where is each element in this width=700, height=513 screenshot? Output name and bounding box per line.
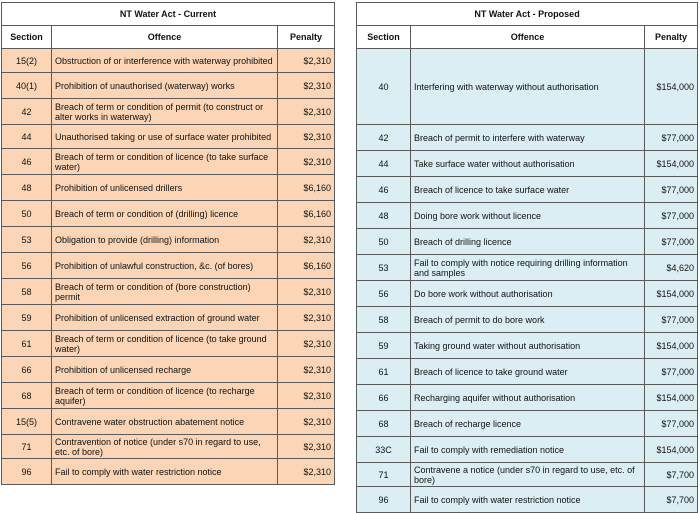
current-offence-cell: Contravene water obstruction abatement notice [52,409,278,435]
current-table-row [2,149,335,175]
current-offence-cell: Contravention of notice (under s70 in regard to use, etc. of bore) [52,435,278,459]
proposed-offence-cell: Taking ground water without authorisation [411,333,645,359]
current-section-cell: 48 [2,175,52,201]
current-offence-cell: Breach of term or condition of permit (to construct or alter works in waterway) [52,99,278,125]
proposed-penalty-cell: $77,000 [645,125,698,151]
current-penalty-cell: $2,310 [278,357,335,383]
proposed-table-row [357,229,698,255]
proposed-table-row [357,125,698,151]
current-section-cell: 44 [2,125,52,149]
proposed-section-cell: 50 [357,229,411,255]
current-offence-cell: Obligation to provide (drilling) information [52,227,278,253]
current-table-row [2,383,335,409]
proposed-act-table [356,2,698,513]
current-section-cell: 58 [2,279,52,305]
current-section-cell: 50 [2,201,52,227]
current-penalty-cell: $2,310 [278,305,335,331]
current-section-cell: 15(2) [2,49,52,73]
proposed-penalty-cell: $77,000 [645,411,698,437]
proposed-table-row [357,177,698,203]
current-penalty-cell: $2,310 [278,383,335,409]
current-table-row [2,49,335,73]
proposed-section-cell: 59 [357,333,411,359]
proposed-offence-cell: Doing bore work without licence [411,203,645,229]
current-offence-cell: Breach of term or condition of licence (to take surface water) [52,149,278,175]
current-table-body [2,49,335,485]
proposed-penalty-cell: $154,000 [645,437,698,463]
proposed-table-row [357,359,698,385]
proposed-penalty-cell: $154,000 [645,151,698,177]
current-section-cell: 66 [2,357,52,383]
proposed-offence-cell: Breach of licence to take surface water [411,177,645,203]
proposed-penalty-cell: $77,000 [645,307,698,333]
current-section-cell: 56 [2,253,52,279]
current-table-title: NT Water Act - Current [2,3,335,26]
current-offence-cell: Breach of term or condition of (bore construction) permit [52,279,278,305]
current-penalty-cell: $2,310 [278,49,335,73]
current-table-row [2,409,335,435]
proposed-offence-cell: Fail to comply with remediation notice [411,437,645,463]
proposed-offence-cell: Breach of permit to interfere with waterway [411,125,645,151]
proposed-offence-header: Offence [411,26,645,49]
proposed-table-row [357,463,698,487]
current-table-row [2,227,335,253]
current-penalty-header: Penalty [278,26,335,49]
current-offence-cell: Breach of term or condition of (drilling) licence [52,201,278,227]
current-penalty-cell: $2,310 [278,331,335,357]
current-offence-cell: Breach of term or condition of licence (to take ground water) [52,331,278,357]
current-penalty-cell: $2,310 [278,435,335,459]
proposed-table-row [357,281,698,307]
proposed-penalty-cell: $7,700 [645,487,698,513]
current-section-cell: 53 [2,227,52,253]
proposed-table-row [357,411,698,437]
proposed-offence-cell: Breach of recharge licence [411,411,645,437]
current-table-row [2,253,335,279]
current-table-row [2,435,335,459]
proposed-offence-cell: Breach of licence to take ground water [411,359,645,385]
current-offence-cell: Prohibition of unlicensed extraction of ground water [52,305,278,331]
proposed-section-cell: 42 [357,125,411,151]
proposed-penalty-header: Penalty [645,26,698,49]
current-table-row [2,279,335,305]
proposed-penalty-cell: $77,000 [645,203,698,229]
proposed-table-row [357,49,698,125]
current-table-row [2,73,335,99]
current-section-cell: 59 [2,305,52,331]
current-offence-cell: Prohibition of unlawful construction, &c. (of bores) [52,253,278,279]
proposed-table-row [357,203,698,229]
proposed-penalty-cell: $154,000 [645,385,698,411]
current-offence-cell: Prohibition of unlicensed drillers [52,175,278,201]
proposed-penalty-cell: $77,000 [645,177,698,203]
proposed-offence-cell: Interfering with waterway without authorisation [411,49,645,125]
current-act-table [1,2,335,485]
proposed-section-cell: 44 [357,151,411,177]
proposed-penalty-cell: $77,000 [645,229,698,255]
proposed-table-row [357,151,698,177]
proposed-penalty-cell: $77,000 [645,359,698,385]
current-penalty-cell: $2,310 [278,125,335,149]
current-table-row [2,357,335,383]
proposed-section-cell: 61 [357,359,411,385]
proposed-table-row [357,487,698,513]
proposed-section-cell: 40 [357,49,411,125]
proposed-penalty-cell: $154,000 [645,281,698,307]
current-table-row [2,201,335,227]
current-table-row [2,459,335,485]
proposed-penalty-cell: $154,000 [645,49,698,125]
proposed-section-cell: 96 [357,487,411,513]
current-penalty-cell: $6,160 [278,175,335,201]
current-penalty-cell: $6,160 [278,201,335,227]
current-section-cell: 68 [2,383,52,409]
current-section-cell: 42 [2,99,52,125]
proposed-offence-cell: Contravene a notice (under s70 in regard to use, etc. of bore) [411,463,645,487]
proposed-penalty-cell: $4,620 [645,255,698,281]
current-penalty-cell: $2,310 [278,459,335,485]
proposed-offence-cell: Breach of drilling licence [411,229,645,255]
proposed-offence-cell: Take surface water without authorisation [411,151,645,177]
current-offence-cell: Fail to comply with water restriction notice [52,459,278,485]
proposed-section-cell: 46 [357,177,411,203]
current-penalty-cell: $2,310 [278,149,335,175]
current-penalty-cell: $6,160 [278,253,335,279]
proposed-penalty-cell: $7,700 [645,463,698,487]
proposed-offence-cell: Fail to comply with water restriction notice [411,487,645,513]
current-section-cell: 15(5) [2,409,52,435]
current-table-row [2,331,335,357]
current-penalty-cell: $2,310 [278,99,335,125]
current-penalty-cell: $2,310 [278,279,335,305]
proposed-table-row [357,385,698,411]
current-penalty-cell: $2,310 [278,73,335,99]
current-offence-cell: Obstruction of or interference with waterway prohibited [52,49,278,73]
current-offence-cell: Breach of term or condition of licence (to recharge aquifer) [52,383,278,409]
current-table-row [2,125,335,149]
current-offence-header: Offence [52,26,278,49]
proposed-section-cell: 58 [357,307,411,333]
current-offence-cell: Prohibition of unlicensed recharge [52,357,278,383]
proposed-offence-cell: Fail to comply with notice requiring drilling information and samples [411,255,645,281]
proposed-table-title: NT Water Act - Proposed [357,3,698,26]
current-section-cell: 61 [2,331,52,357]
proposed-section-cell: 48 [357,203,411,229]
current-offence-cell: Unauthorised taking or use of surface water prohibited [52,125,278,149]
current-section-header: Section [2,26,52,49]
proposed-offence-cell: Do bore work without authorisation [411,281,645,307]
current-section-cell: 71 [2,435,52,459]
current-table-row [2,175,335,201]
proposed-table-row [357,255,698,281]
proposed-section-cell: 53 [357,255,411,281]
proposed-table-body [357,49,698,513]
current-penalty-cell: $2,310 [278,409,335,435]
current-section-cell: 96 [2,459,52,485]
current-offence-cell: Prohibition of unauthorised (waterway) works [52,73,278,99]
proposed-offence-cell: Breach of permit to do bore work [411,307,645,333]
proposed-offence-cell: Recharging aquifer without authorisation [411,385,645,411]
proposed-section-cell: 56 [357,281,411,307]
proposed-section-header: Section [357,26,411,49]
current-section-cell: 40(1) [2,73,52,99]
current-table-row [2,305,335,331]
proposed-table-row [357,307,698,333]
proposed-section-cell: 33C [357,437,411,463]
proposed-section-cell: 71 [357,463,411,487]
current-table-row [2,99,335,125]
proposed-section-cell: 68 [357,411,411,437]
proposed-table-row [357,333,698,359]
proposed-penalty-cell: $154,000 [645,333,698,359]
proposed-section-cell: 66 [357,385,411,411]
current-penalty-cell: $2,310 [278,227,335,253]
current-section-cell: 46 [2,149,52,175]
proposed-table-row [357,437,698,463]
